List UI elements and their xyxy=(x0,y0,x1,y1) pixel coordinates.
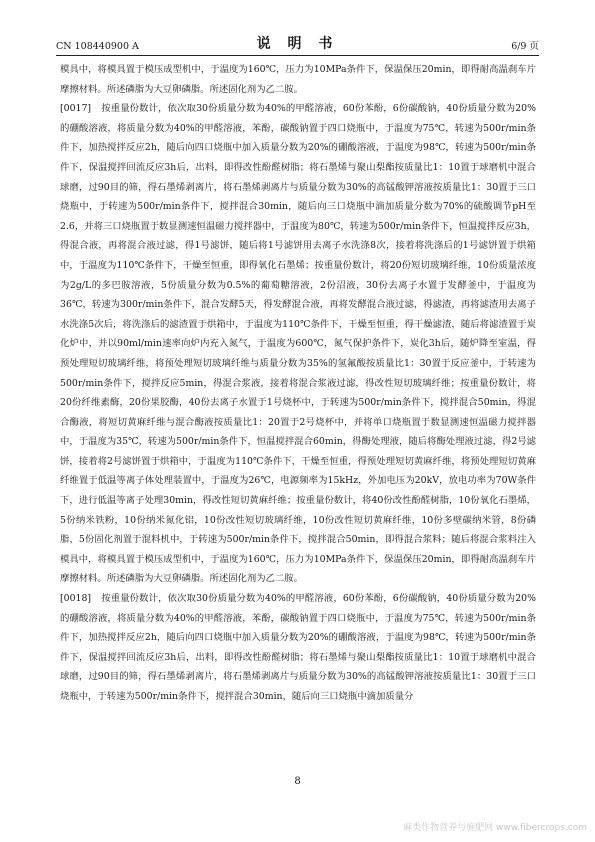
document-body xyxy=(60,60,536,707)
page-header xyxy=(56,34,539,52)
watermark: 麻类作物营养与施肥网 www.fibercrops.com xyxy=(403,823,587,833)
paragraph-text: 按重量份数计，依次取30份质量分数为40%的甲醛溶液，60份苯酚，6份碳酸钠，40份质量分数为20%的硼酸溶液，将质量分数为40%的甲醛溶液，苯酚，碳酸钠置于四口烧瓶中，于温度为75℃，转速为500r/min条件下，加热搅拌反应2h，随后向四口烧瓶中加入质量分数为20%的硼酸溶液，于温度为98℃，转速为500r/min条件下，保温搅拌回流反应3h后，出料，即得改性酚醛树脂；将石墨烯与聚山梨酯按质量比1：10置于球磨机中混合球磨，过90目的筛，得石墨烯剥离片，将石墨烯剥离片与质量分数为30%的高锰酸钾溶液按质量比1：30置于三口烧瓶中，于转速为500r/min条件下，搅拌混合30min，随后向三口烧瓶中滴加质量分数为70%的硫酸调节pH至2.6，并将三口烧瓶置于数显测速恒温磁力搅拌器中，于温度为80℃，转速为500r/min条件下，恒温搅拌反应3h，得混合液，再将混合液过滤，得1号滤饼，随后将1号滤饼用去离子水洗涤8次，接着将洗涤后的1号滤饼置于烘箱中，于温度为110℃条件下，干燥至恒重，即得氧化石墨烯；按重量份数计，将20份短切玻璃纤维，10份质量浓度为2g/L的多巴胺溶液，5份质量分数为0.5%的葡萄糖溶液，2份沼液，30份去离子水置于发酵釜中，于温度为36℃，转速为300r/min条件下，混合发酵5天，得发酵混合液，再将发酵混合液过滤，得滤渣，再将滤渣用去离子水洗涤5次后，将洗涤后的滤渣置于烘箱中，于温度为110℃条件下，干燥至恒重，得干燥滤渣，随后将滤渣置于炭化炉中，并以90ml/min速率向炉内充入氮气，于温度为600℃，氮气保护条件下，炭化3h后，随炉降至室温，得预处理短切玻璃纤维，将预处理短切玻璃纤维与质量分数为35%的氢氟酸按质量比1：30置于反应釜中，于转速为500r/min条件下，搅拌反应5min，得混合浆液，接着将混合浆液过滤，得改性短切玻璃纤维；按重量份数计，将20份纤维素酶，20份果胶酶，40份去离子水置于1号烧杯中，于转速为500r/min条件下，搅拌混合50min，得混合酶液，将短切黄麻纤维与混合酶液按质量比1：20置于2号烧杯中，并将单口烧瓶置于数显测速恒温磁力搅拌器中，于温度为35℃，转速为500r/min条件下，恒温搅拌混合60min，得酶处理液，随后将酶处理液过滤，得2号滤饼，接着将2号滤饼置于烘箱中，于温度为110℃条件下，干燥至恒重，得预处理短切黄麻纤维，将预处理短切黄麻纤维置于低温等离子体处理装置中，于温度为26℃，电源频率为15kHz，外加电压为20kV，放电功率为70W条件下，进行低温等离子处理30min，得改性短切黄麻纤维；按重量份数计，将40份改性酚醛树脂，10份氧化石墨烯，5份纳米铁粉，10份纳米氮化铝，10份改性短切玻璃纤维，10份改性短切黄麻纤维，10份多壁碳纳米管，8份磷脂，5份固化剂置于混料机中，于转速为500r/min条件下，搅拌混合50min，即得混合浆料；随后将混合浆料注入模具中，将模具置于模压成型机中，于温度为160℃，压力为10MPa条件下，保温保压20min，即得耐高温刹车片摩擦材料。所述磷脂为大豆卵磷脂。所述固化剂为乙二胺。 xyxy=(60,103,536,585)
page-reference: 6/9 页 xyxy=(511,41,539,52)
paragraph-number: [0017] xyxy=(60,103,92,115)
continued-paragraph: 模具中，将模具置于模压成型机中，于温度为160℃，压力为10MPa条件下，保温保压20min，即得耐高温刹车片摩擦材料。所述磷脂为大豆卵磷脂。所述固化剂为乙二胺。 xyxy=(60,64,536,95)
paragraph-0018 xyxy=(60,589,536,707)
header-rule xyxy=(56,55,539,56)
page-number: 8 xyxy=(294,776,301,787)
paragraph-number: [0018] xyxy=(60,593,92,605)
doc-number: CN 108440900 A xyxy=(56,41,139,52)
paragraph-0017 xyxy=(60,99,536,589)
doc-title: 说 明 书 xyxy=(256,36,339,52)
paragraph-text: 按重量份数计，依次取30份质量分数为40%的甲醛溶液，60份苯酚，6份碳酸钠，40份质量分数为20%的硼酸溶液，将质量分数为40%的甲醛溶液，苯酚，碳酸钠置于四口烧瓶中，于温度为75℃，转速为500r/min条件下，加热搅拌反应2h，随后向四口烧瓶中加入质量分数为20%的硼酸溶液，于温度为98℃，转速为500r/min条件下，保温搅拌回流反应3h后，出料，即得改性酚醛树脂；将石墨烯与聚山梨酯按质量比1：10置于球磨机中混合球磨，过90目的筛，得石墨烯剥离片，将石墨烯剥离片与质量分数为30%的高锰酸钾溶液按质量比1：30置于三口烧瓶中，于转速为500r/min条件下，搅拌混合30min，随后向三口烧瓶中滴加质量分 xyxy=(60,593,536,702)
